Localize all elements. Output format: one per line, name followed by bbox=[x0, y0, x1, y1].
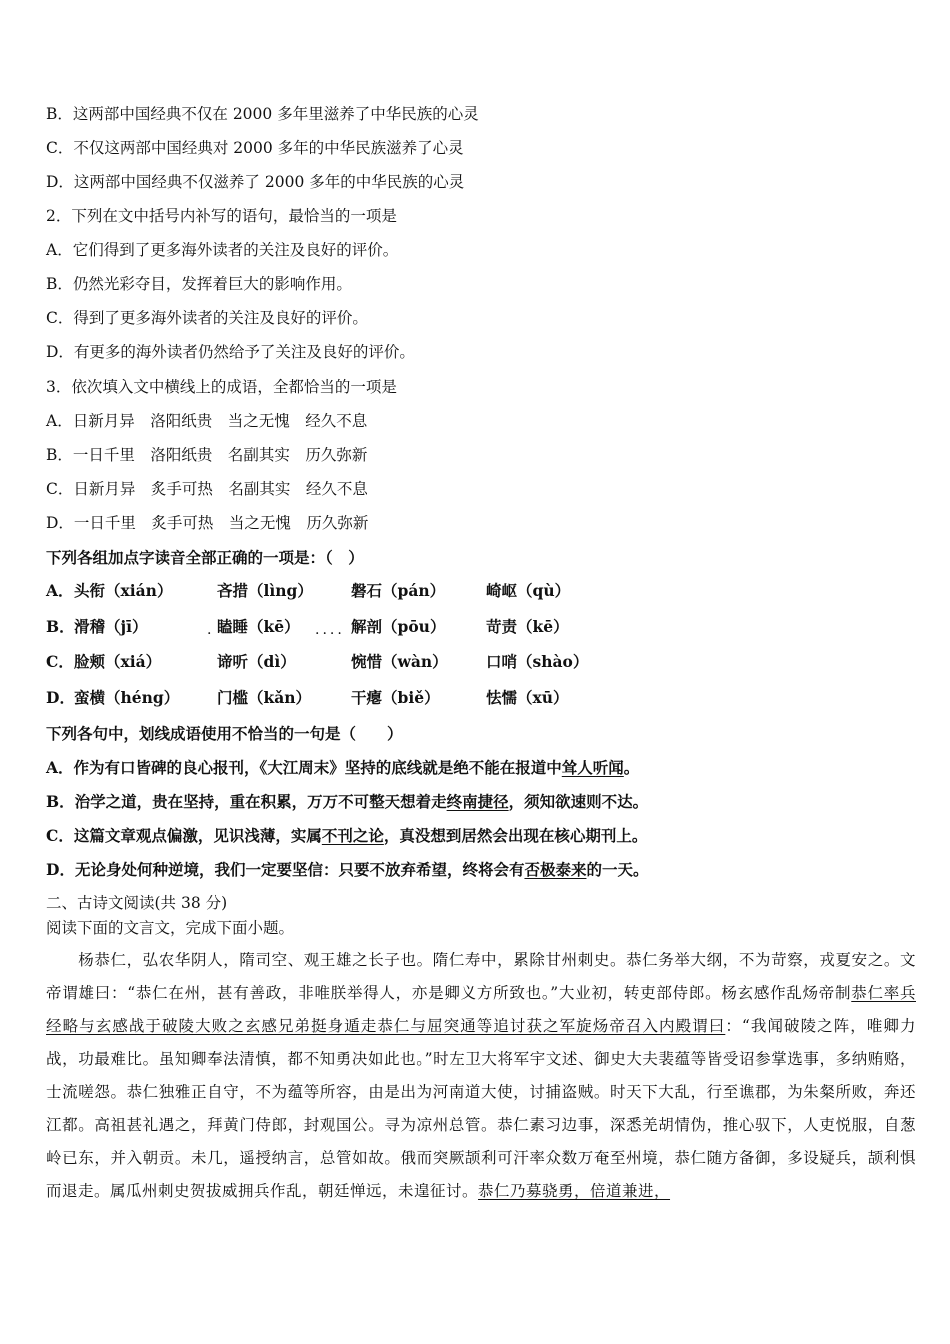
q4-item: 头衔（xián） bbox=[74, 581, 173, 600]
q4-item: 瞌睡（kē） bbox=[217, 617, 300, 636]
option-text: D．无论身处何种逆境，我们一定要坚信：只要不放弃希望，终将会有 bbox=[46, 860, 525, 879]
section-intro: 阅读下面的文言文，完成下面小题。 bbox=[46, 919, 295, 937]
q2-option-a: A．它们得到了更多海外读者的关注及良好的评价。 bbox=[46, 241, 399, 259]
q2-stem: 2．下列在文中括号内补写的语句，最恰当的一项是 bbox=[46, 207, 397, 225]
option-text: ，须知欲速则不达。 bbox=[508, 792, 649, 811]
underlined-idiom: 终南捷径 bbox=[446, 792, 509, 811]
q5-option-d bbox=[46, 858, 648, 880]
q4-item: 干瘪（biě） bbox=[351, 688, 440, 707]
q4-item: 苛责（kē） bbox=[486, 617, 569, 636]
q3-option-d: D．一日千里 炙手可热 当之无愧 历久弥新 bbox=[46, 514, 369, 532]
classical-passage bbox=[46, 944, 916, 1208]
underlined-passage-sentence: 恭仁乃募骁勇，倍道兼进， bbox=[478, 1182, 671, 1200]
q4-option-label: C． bbox=[46, 652, 74, 671]
q3-stem: 3．依次填入文中横线上的成语，全都恰当的一项是 bbox=[46, 378, 397, 396]
q4-option-label: B． bbox=[46, 617, 75, 636]
q3-option-c: C．日新月异 炙手可热 名副其实 经久不息 bbox=[46, 480, 368, 498]
passage-text: ：“我闻破陵之阵，唯卿力战，功最难比。虽知卿奉法清慎，都不知勇决如此也。”时左卫大将军宇文述、御史大夫裴蕴等皆受诏参掌选事，多纳贿赂，士流嗟怨。恭仁独雅正自守，不为蕴等所容，由是出为河南道大使，讨捕盗贼。时天下大乱，行至谯郡，为朱粲所败，奔还江都。高祖甚礼遇之，拜黄门侍郎，封观国公。寻为凉州总管。恭仁素习边事，深悉羌胡情伪，推心驭下，人吏悦服，自葱岭已东，并入朝贡。未几，遥授纳言，总管如故。俄而突厥颉利可汗率众数万奄至州境，恭仁随方备御，多设疑兵，颉利惧而退走。属瓜州刺史贺拔威拥兵作乱，朝廷惮远，未遑征讨。 bbox=[46, 1017, 916, 1200]
q4-item: 解剖（pōu） bbox=[351, 617, 446, 636]
q4-option-label: A． bbox=[46, 581, 74, 600]
q1-option-b: B．这两部中国经典不仅在 2000 多年里滋养了中华民族的心灵 bbox=[46, 105, 479, 123]
q3-option-b: B．一日千里 洛阳纸贵 名副其实 历久弥新 bbox=[46, 446, 368, 464]
q5-option-b bbox=[46, 790, 648, 812]
underlined-passage-sentence: 恭仁率兵经略与玄感战于破陵大败之玄感兄弟挺身遁走恭仁与屈突通等追讨获之军旋炀帝召入内殿谓曰 bbox=[46, 984, 916, 1035]
q4-item: 惋惜（wàn） bbox=[351, 652, 448, 671]
q4-item: 怯懦（xū） bbox=[486, 688, 569, 707]
option-text: 。 bbox=[623, 758, 640, 777]
option-text: 的一天。 bbox=[586, 860, 649, 879]
q1-option-d: D．这两部中国经典不仅滋养了 2000 多年的中华民族的心灵 bbox=[46, 173, 465, 191]
q2-option-d: D．有更多的海外读者仍然给予了关注及良好的评价。 bbox=[46, 343, 415, 361]
option-text: B．治学之道，贵在坚持，重在积累，万万不可整天想着走 bbox=[46, 792, 447, 811]
underlined-idiom: 否极泰来 bbox=[524, 860, 587, 879]
q1-option-c: C．不仅这两部中国经典对 2000 多年的中华民族滋养了心灵 bbox=[46, 139, 464, 157]
q4-stem: 下列各组加点字读音全部正确的一项是：（ ） bbox=[46, 548, 364, 567]
q3-option-a: A．日新月异 洛阳纸贵 当之无愧 经久不息 bbox=[46, 412, 368, 430]
option-text: A．作为有口皆碑的良心报刊，《大江周末》坚持的底线就是绝不能在报道中 bbox=[46, 758, 562, 777]
q4-item: 滑稽（jī） bbox=[74, 617, 148, 636]
emphasis-dot-marks: .... bbox=[315, 622, 345, 638]
q4-item: 门槛（kǎn） bbox=[217, 688, 312, 707]
q4-item: 磐石（pán） bbox=[351, 581, 446, 600]
q4-option-label: D． bbox=[46, 688, 75, 707]
q4-item: 口哨（shào） bbox=[486, 652, 589, 671]
underlined-idiom: 不刊之论 bbox=[321, 826, 384, 845]
q2-option-b: B．仍然光彩夺目，发挥着巨大的影响作用。 bbox=[46, 275, 352, 293]
option-text: C．这篇文章观点偏激，见识浅薄，实属 bbox=[46, 826, 322, 845]
option-text: ，真没想到居然会出现在核心期刊上。 bbox=[383, 826, 648, 845]
q5-option-a bbox=[46, 756, 639, 778]
q4-item: 脸颊（xiá） bbox=[74, 652, 162, 671]
q5-stem: 下列各句中，划线成语使用不恰当的一句是（ ） bbox=[46, 724, 403, 743]
q4-item: 蛮横（héng） bbox=[74, 688, 180, 707]
q5-option-c bbox=[46, 824, 647, 846]
q4-item: 吝措（lìng） bbox=[217, 581, 313, 600]
q4-item: 谛听（dì） bbox=[217, 652, 296, 671]
emphasis-dot-marks: . bbox=[207, 622, 215, 638]
q2-option-c: C．得到了更多海外读者的关注及良好的评价。 bbox=[46, 309, 368, 327]
passage-text: 杨恭仁，弘农华阴人，隋司空、观王雄之长子也。隋仁寿中，累除甘州刺史。恭仁务举大纲，不为苛察，戎夏安之。文帝谓雄曰：“恭仁在州，甚有善政，非唯朕举得人，亦是卿义方所致也。”大业初，转吏部侍郎。杨玄感作乱炀帝制 bbox=[46, 951, 916, 1002]
q4-item: 崎岖（qù） bbox=[486, 581, 571, 600]
section-heading: 二、古诗文阅读(共 38 分) bbox=[46, 894, 228, 912]
underlined-idiom: 耸人听闻 bbox=[561, 758, 624, 777]
